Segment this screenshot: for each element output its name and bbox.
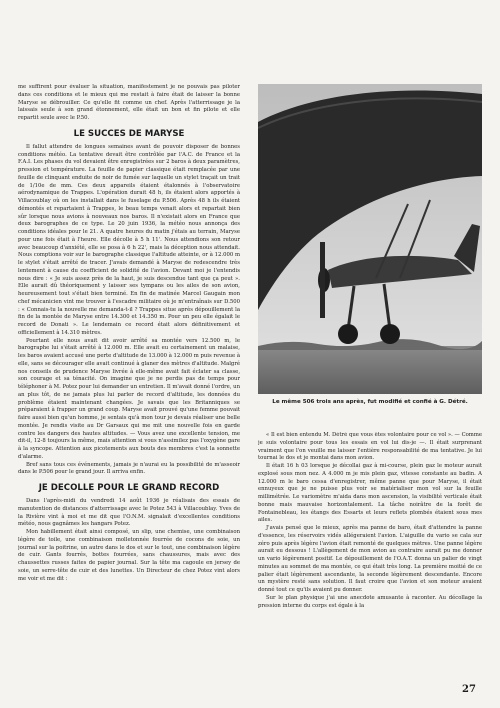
paragraph: Pourtant elle nous avait dit avoir arrêté sa montée vers 12.500 m, le barographe lui s'était arrêté à 12.000 m. Elle avait eu certainement un malaise, les baros avaient accusé une perte d'altitude de 13.000 à 12.000 m puis revenue à elle, sans se décourager elle avait continué à glaner des mètres d'altitude. Malgré nos conseils de prudence Maryse livrée à elle-même avait fait éclater sa classe, son courage et sa ténacité. On imagine que je ne perdis pas de temps pour téléphoner à M. Potez pour lui demander un entretien. Il m'avait donné l'ordre, un an plus tôt, de ne jamais plus lui parler de record d'altitude, les données du problème étaient maintenant changées. Je savais que les Britanniques se préparaient à frapper un grand coup. Maryse avait prouvé qu'une femme pouvait faire aussi bien qu'un homme, je sentais qu'à mon tour je devais réaliser une belle montée. Je rendis visite au Dr Garsaux qui me mit une nouvelle fois en garde contre les dangers des hautes altitudes. — Vous avez une excellente tension, me dit-il, 12-8 toujours la même, mais attention si vous n'assimilez pas l'oxygène gare à la syncope. Attention aux picotements aux bouts des membres c'est la sonnette d'alarme.: [18, 337, 240, 460]
page-number: 27: [462, 684, 476, 695]
aircraft-photo-image: [258, 84, 482, 394]
section-heading-succes-maryse: LE SUCCES DE MARYSE: [73, 128, 185, 139]
paragraph: Sur le plan physique j'ai une anecdote amusante à raconter. Au décollage la pression interne du corps est égale à la: [258, 594, 482, 609]
right-text-column: [258, 432, 482, 682]
paragraph: Il fallut attendre de longues semaines avant de pouvoir disposer de bonnes conditions météo. La tentative devait être contrôlée par l'A.C. de France et la F.A.I. Les phases du vol devaient être enregistrées sur 2 baros à deux paramètres, pression et température. La feuille de papier classique était remplacée par une feuille de clinquant enduite de noir de fumée sur laquelle un stylet traçait un trait de 1/10e de mm. Ces deux appareils étaient étalonnés à l'observatoire aérodynamique de Trappes. L'opération durait 48 h, ils étaient alors apportés à Villacoublay où on les installait dans le fuselage du P.506. Après 48 h ils étaient démontés et repartaient à Trappes, le beau temps venait alors et repartait bien sûr lorsque nous avions à nouveaux nos baros. Il n'existait alors en France que deux barographes de ce type. Le 20 juin 1936, la météo nous annonça des conditions idéales pour le 21. A quatre heures du matin j'étais au terrain, Maryse pour une fois était à l'heure. Elle décolle à 5 h 11'. Nous attendions son retour avec beaucoup d'anxiété, elle se posa à 6 h 22', mais la déception nous attendait. Nous comptions voir sur le barographe classique l'altitude atteinte, or à 12.000 m le stylet s'était arrêté de tracer. J'avais demandé à Maryse de redescendre très lentement à cause du coefficient de solidité de l'avion. Devant moi je l'entendis nous dire : « Je suis assez près de la haut, je suis descendue tant que ça peut ». Elle aurait dû théoriquement y laisser ses tympans ou les ailes de son avion, heureusement tout s'était bien terminé. En fin de matinée Marcel Gaugain mon chef mécanicien vint me trouver à l'escadre militaire où je m'entraînais sur D.500 : « Connais-tu la nouvelle me demanda-t-il ? Trappes situe après dépouillement la fin de la montée de Maryse entre 14.300 et 14.350 m. Pour un peu elle égalait le record de Donati ». Le lendemain ce record était alors définitivement et officiellement à 14.310 mètres.: [18, 143, 240, 336]
paragraph: Mon habillement était ainsi composé, un slip, une chemise, une combinaison légère de toile, une combinaison molletonnée fourrée de cocons de soie, un journal sur la poitrine, un autre dans le dos et sur le tout, une combinaison légère de cuir. Gants fourrés, bottes fourrées, sans chaussures, mais avec des chaussettes russes faites de papier journal. Sur la tête ma cagoule en jersey de soie, un serre-tête de cuir et des lunettes. Un Directeur de chez Potez vint alors me voir et me dit :: [18, 529, 240, 582]
left-text-column: [18, 84, 240, 696]
paragraph: Il était 16 h 03 lorsque je décollai gaz à mi-course, plein gaz le moteur aurait explosé sous mon nez. A 4.000 m je mis plein gaz, vitesse constante au badin. A 12.000 m le baro cessa d'enregistrer, même panne que pour Maryse, il était ennuyeux que je ne puisse plus voir se matérialiser mon vol sur la feuille millimétrée. Le variomètre m'aida dans mon ascension, la visibilité verticale était bonne mais mauvaise horizontalement. La tâche noirâtre de la forêt de Fontainebleau, les étangs des Essarts et leurs reflets plombés étaient sous mes ailes.: [258, 463, 482, 524]
section-heading-grand-record: JE DECOLLE POUR LE GRAND RECORD: [38, 483, 220, 493]
aircraft-photo: [258, 84, 482, 394]
paragraph: Dans l'après-midi du vendredi 14 août 1936 je réalisais des essais de manutention de distances d'atterrissage avec le Potez 543 à Villacoublay. Yves de la Rivière vint à moi et me dit que l'O.N.M. signalait d'excellentes conditions météo, nous gagnâmes les hangars Potez.: [18, 498, 240, 528]
intro-paragraph: me suffirent pour évaluer la situation, manifestement je ne pouvais pas piloter dans ces conditions et le mieux qui me restait à faire était de laisser la bonne Maryse se débrouiller. Ce qu'elle fit comme un chef. Après l'atterrissage je la laissais seule à son grand étonnement, elle était un bon et fin pilote et elle repartit seule avec le P.50.: [18, 84, 240, 121]
paragraph: J'avais pensé que le mieux, après ma panne de baro, était d'attendre la panne d'essence, les réservoirs vidés allégeraient l'avion. L'aiguille du vario se cala sur zéro puis après légère l'avion était remonté de quelques mètres. Une panne légère aurait eu dessous ! L'allègement de mon avion au contraire aurait pu me donner un vario légèrement positif. Le dépouillement de l'O.A.T. donna un palier de vingt minutes au sommet de ma montée, ce qui était très long. La première moitié de ce palier était légèrement ascendante, la seconde légèrement descendante. Encore un mystère resté sans solution. Il faut croire que l'avion et son moteur avaient donné tout ce qu'ils avaient pu donner.: [258, 525, 482, 593]
paragraph: « Il est bien entendu M. Détré que vous êtes volontaire pour ce vol ». — Comme je suis volontaire pour tous les essais en vol lui dis-je —. Il était surprenant vraiment que l'on veuille me laisser l'entière responsabilité de ma tentative. Je lui tournai le dos et je montai dans mon avion.: [258, 432, 482, 462]
paragraph: Bref sans tous ces événements, jamais je n'aurai eu la possibilité de m'asseoir dans le P.506 pour le grand jour. Il arriva enfin.: [18, 461, 240, 476]
photo-caption: Le même 506 trois ans après, fut modifié et confié à G. Détré.: [272, 399, 468, 405]
